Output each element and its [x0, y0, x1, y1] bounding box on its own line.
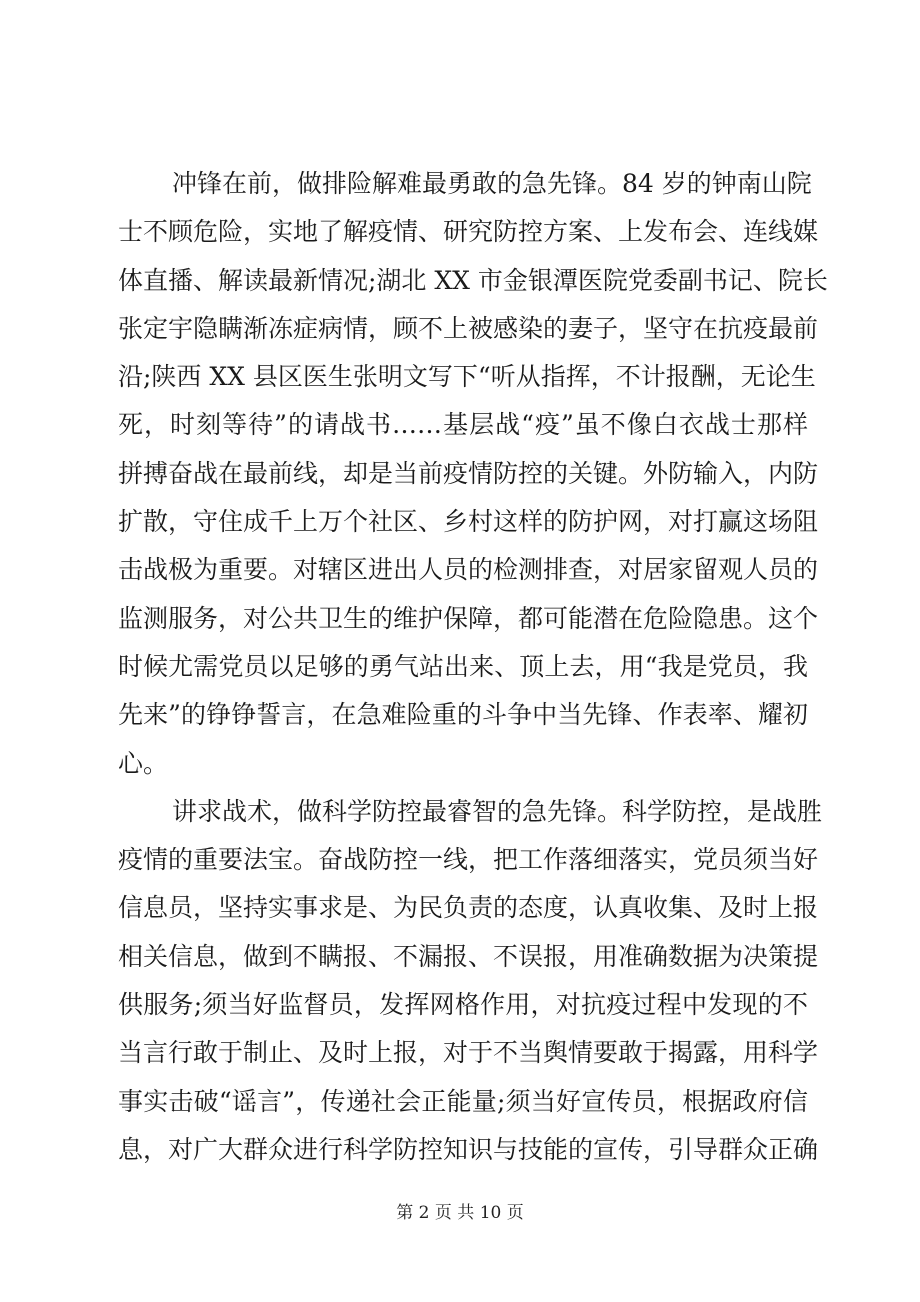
document-body: [118, 160, 828, 1174]
paragraph-line: 士不顾危险，实地了解疫情、研究防控方案、上发布会、连线媒: [118, 217, 819, 247]
paragraph-line: 讲求战术，做科学防控最睿智的急先锋。科学防控，是战胜: [172, 796, 823, 826]
paragraph-line: 体直播、解读最新情况;湖北 XX 市金银潭医院党委副书记、院长: [118, 265, 828, 295]
paragraph-line: 张定宇隐瞒渐冻症病情，顾不上被感染的妻子，坚守在抗疫最前: [118, 313, 819, 343]
paragraph-line: 先来”的铮铮誓言，在急难险重的斗争中当先锋、作表率、耀初: [118, 700, 808, 730]
paragraph-line: 冲锋在前，做排险解难最勇敢的急先锋。84 岁的钟南山院: [172, 169, 812, 198]
paragraph-line: 相关信息，做到不瞒报、不漏报、不误报，用准确数据为决策提: [118, 941, 819, 971]
paragraph-line: 监测服务，对公共卫生的维护保障，都可能潜在危险隐患。这个: [118, 603, 819, 633]
paragraph-line: 扩散，守住成千上万个社区、乡村这样的防护网，对打赢这场阻: [118, 507, 819, 537]
paragraph-line: 心。: [118, 748, 169, 778]
paragraph-line: 拼搏奋战在最前线，却是当前疫情防控的关键。外防输入，内防: [118, 458, 819, 488]
paragraph-2: [118, 788, 823, 1174]
paragraph-line: 供服务;须当好监督员，发挥网格作用，对抗疫过程中发现的不: [118, 990, 808, 1020]
paragraph-line: 沿;陕西 XX 县区医生张明文写下“听从指挥，不计报酬，无论生: [118, 362, 816, 392]
paragraph-line: 事实击破“谣言”，传递社会正能量;须当好宣传员，根据政府信: [118, 1086, 808, 1116]
paragraph-line: 时候尤需党员以足够的勇气站出来、顶上去，用“我是党员，我: [118, 651, 808, 681]
page-number-footer: 第 2 页 共 10 页: [396, 1203, 524, 1223]
paragraph-line: 死，时刻等待”的请战书……基层战“疫”虽不像白衣战士那样: [118, 410, 808, 440]
paragraph-line: 疫情的重要法宝。奋战防控一线，把工作落细落实，党员须当好: [118, 845, 819, 875]
paragraph-line: 击战极为重要。对辖区进出人员的检测排查，对居家留观人员的: [118, 555, 819, 585]
paragraph-line: 信息员，坚持实事求是、为民负责的态度，认真收集、及时上报: [118, 893, 819, 923]
paragraph-1: [118, 160, 828, 788]
paragraph-line: 息，对广大群众进行科学防控知识与技能的宣传，引导群众正确: [118, 1134, 819, 1164]
paragraph-line: 当言行敢于制止、及时上报，对于不当舆情要敢于揭露，用科学: [118, 1038, 819, 1068]
